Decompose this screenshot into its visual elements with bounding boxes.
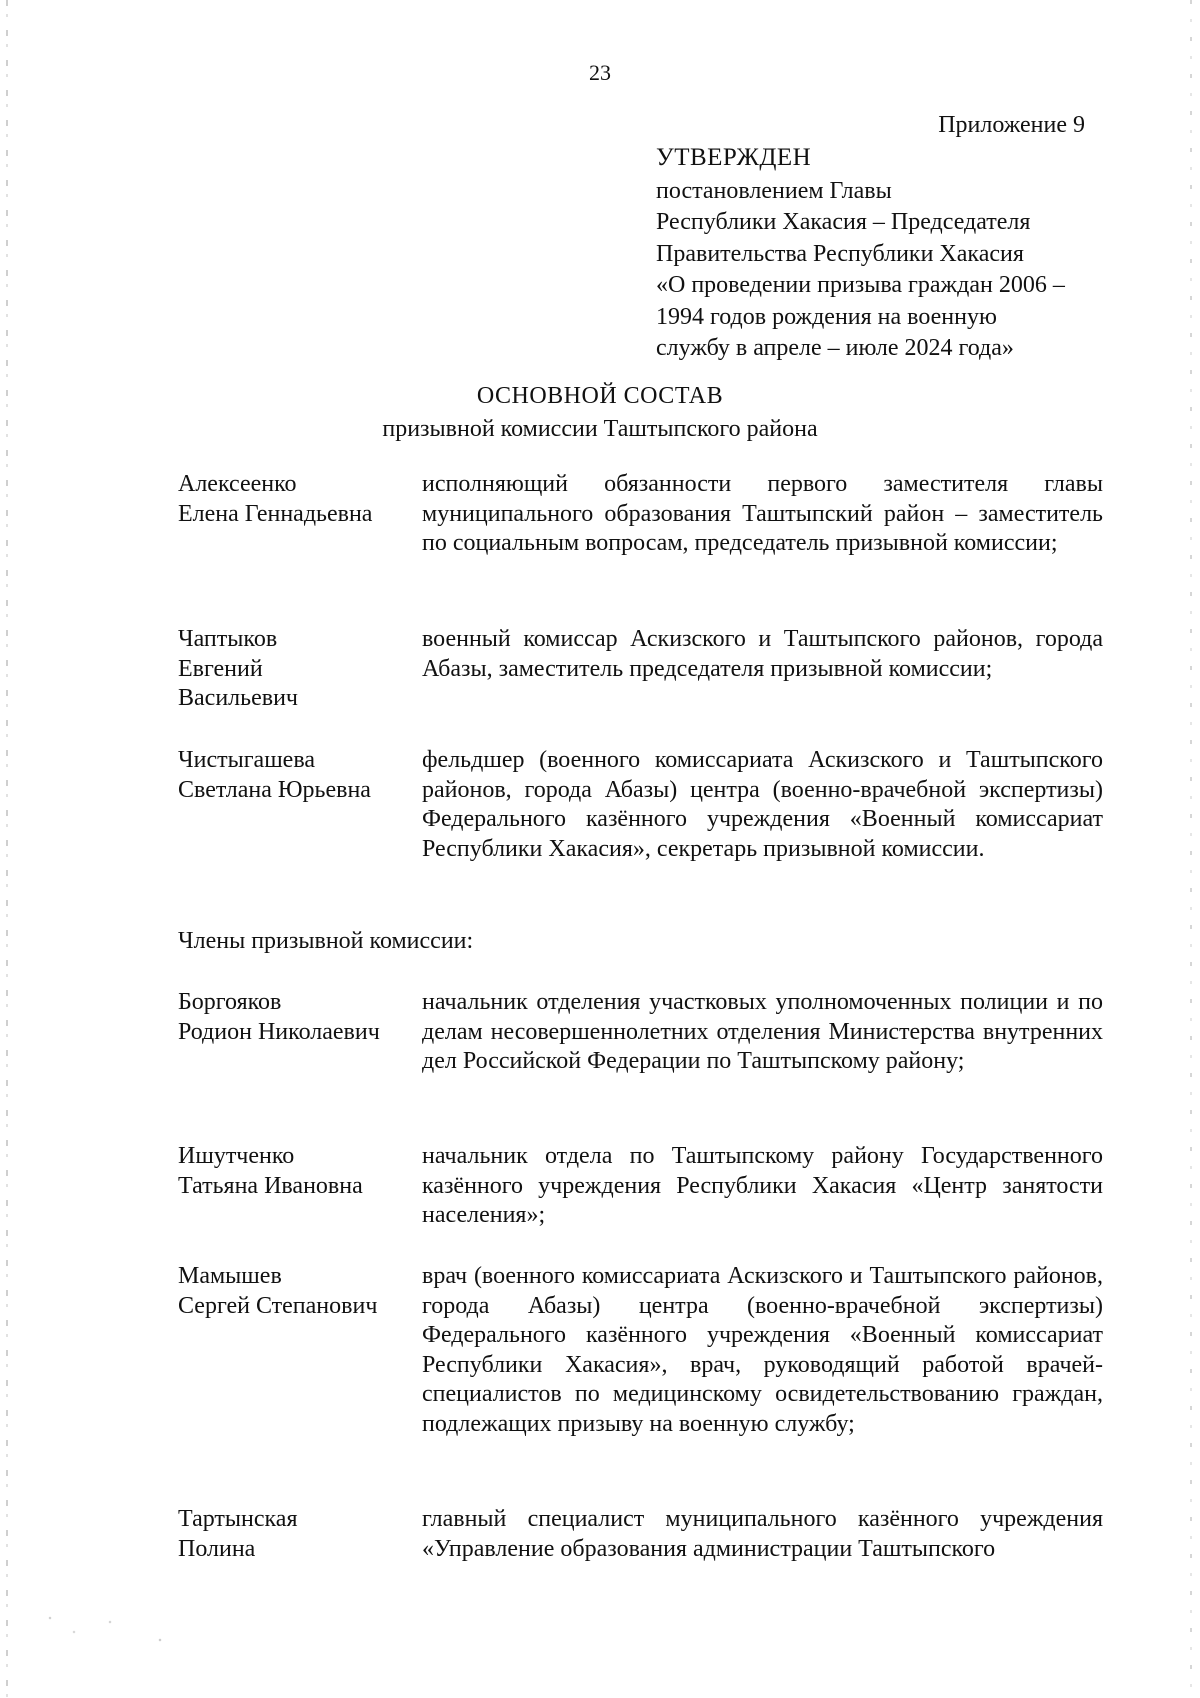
- member-role: исполняющий обязанности первого заместителя главы муниципального образования Таштыпский район – заместитель по социальным вопросам, председатель призывной комиссии;: [422, 471, 1103, 557]
- appendix-label: Приложение 9: [938, 112, 1085, 138]
- member-given-name: Татьяна Ивановна: [178, 1172, 363, 1199]
- approval-line: Правительства Республики Хакасия: [656, 240, 1024, 267]
- members-heading: Члены призывной комиссии:: [178, 928, 474, 954]
- member-surname: Ишутченко: [178, 1143, 295, 1169]
- member-given-name: Евгений: [178, 655, 263, 682]
- member-name: [178, 470, 418, 529]
- member-name: [178, 1505, 418, 1564]
- member-role: фельдшер (военного комиссариата Аскизского и Таштыпского районов, города Абазы) центра (военно-врачебной экспертизы) Федерального казённого учреждения «Военный комиссариат Республики Хакасия», секретарь призывной комиссии.: [422, 747, 1103, 862]
- member-role: главный специалист муниципального казённого учреждения «Управление образования администрации Таштыпского: [422, 1506, 1103, 1562]
- document-subtitle: призывной комиссии Таштыпского района: [382, 416, 818, 442]
- approval-line: «О проведении призыва граждан 2006 –: [656, 272, 1065, 298]
- approval-line: службу в апреле – июле 2024 года»: [656, 335, 1014, 361]
- member-role: начальник отделения участковых уполномоченных полиции и по делам несовершеннолетних отделения Министерства внутренних дел Российской Федерации по Таштыпскому району;: [422, 989, 1103, 1075]
- member-name: [178, 1262, 418, 1321]
- approval-line: 1994 годов рождения на военную: [656, 303, 997, 330]
- page-number: 23: [589, 60, 611, 85]
- member-given-name: Светлана Юрьевна: [178, 776, 371, 803]
- approval-line: Республики Хакасия – Председателя: [656, 209, 1031, 235]
- approval-line: постановлением Главы: [656, 177, 892, 204]
- approval-stamp: УТВЕРЖДЕН: [656, 144, 812, 171]
- member-role: военный комиссар Аскизского и Таштыпского районов, города Абазы, заместитель председателя призывной комиссии;: [422, 626, 1103, 682]
- member-name: [178, 1142, 418, 1201]
- member-surname: Мамышев: [178, 1263, 282, 1289]
- member-given-name: Родион Николаевич: [178, 1018, 380, 1045]
- scan-edge-right: [1190, 0, 1192, 1698]
- member-surname: Боргояков: [178, 989, 282, 1015]
- scan-edge-left: [6, 0, 8, 1698]
- member-name: [178, 625, 418, 714]
- scan-artifact: [40, 1610, 180, 1650]
- member-given-name: Сергей Степанович: [178, 1292, 378, 1319]
- document-title: ОСНОВНОЙ СОСТАВ: [476, 383, 724, 409]
- member-role: врач (военного комиссариата Аскизского и Таштыпского районов, города Абазы) центра (военно-врачебной экспертизы) Федерального казённого учреждения «Военный комиссариат Республики Хакасия», врач, руководящий работой врачей-специалистов по медицинскому освидетельствованию граждан, подлежащих призыву на военную службу;: [422, 1263, 1103, 1437]
- title-block: [0, 380, 1200, 446]
- member-role: начальник отдела по Таштыпскому району Государственного казённого учреждения Республики Хакасия «Центр занятости населения»;: [422, 1143, 1103, 1229]
- member-patronymic: Васильевич: [178, 685, 298, 712]
- member-surname: Алексеенко: [178, 471, 297, 497]
- member-surname: Тартынская: [178, 1506, 298, 1532]
- member-surname: Чистыгашева: [178, 747, 316, 773]
- member-surname: Чаптыков: [178, 626, 278, 652]
- member-given-name: Елена Геннадьевна: [178, 500, 373, 527]
- member-given-name: Полина: [178, 1535, 256, 1562]
- member-name: [178, 988, 418, 1047]
- approval-block: [656, 142, 1096, 365]
- member-name: [178, 746, 418, 805]
